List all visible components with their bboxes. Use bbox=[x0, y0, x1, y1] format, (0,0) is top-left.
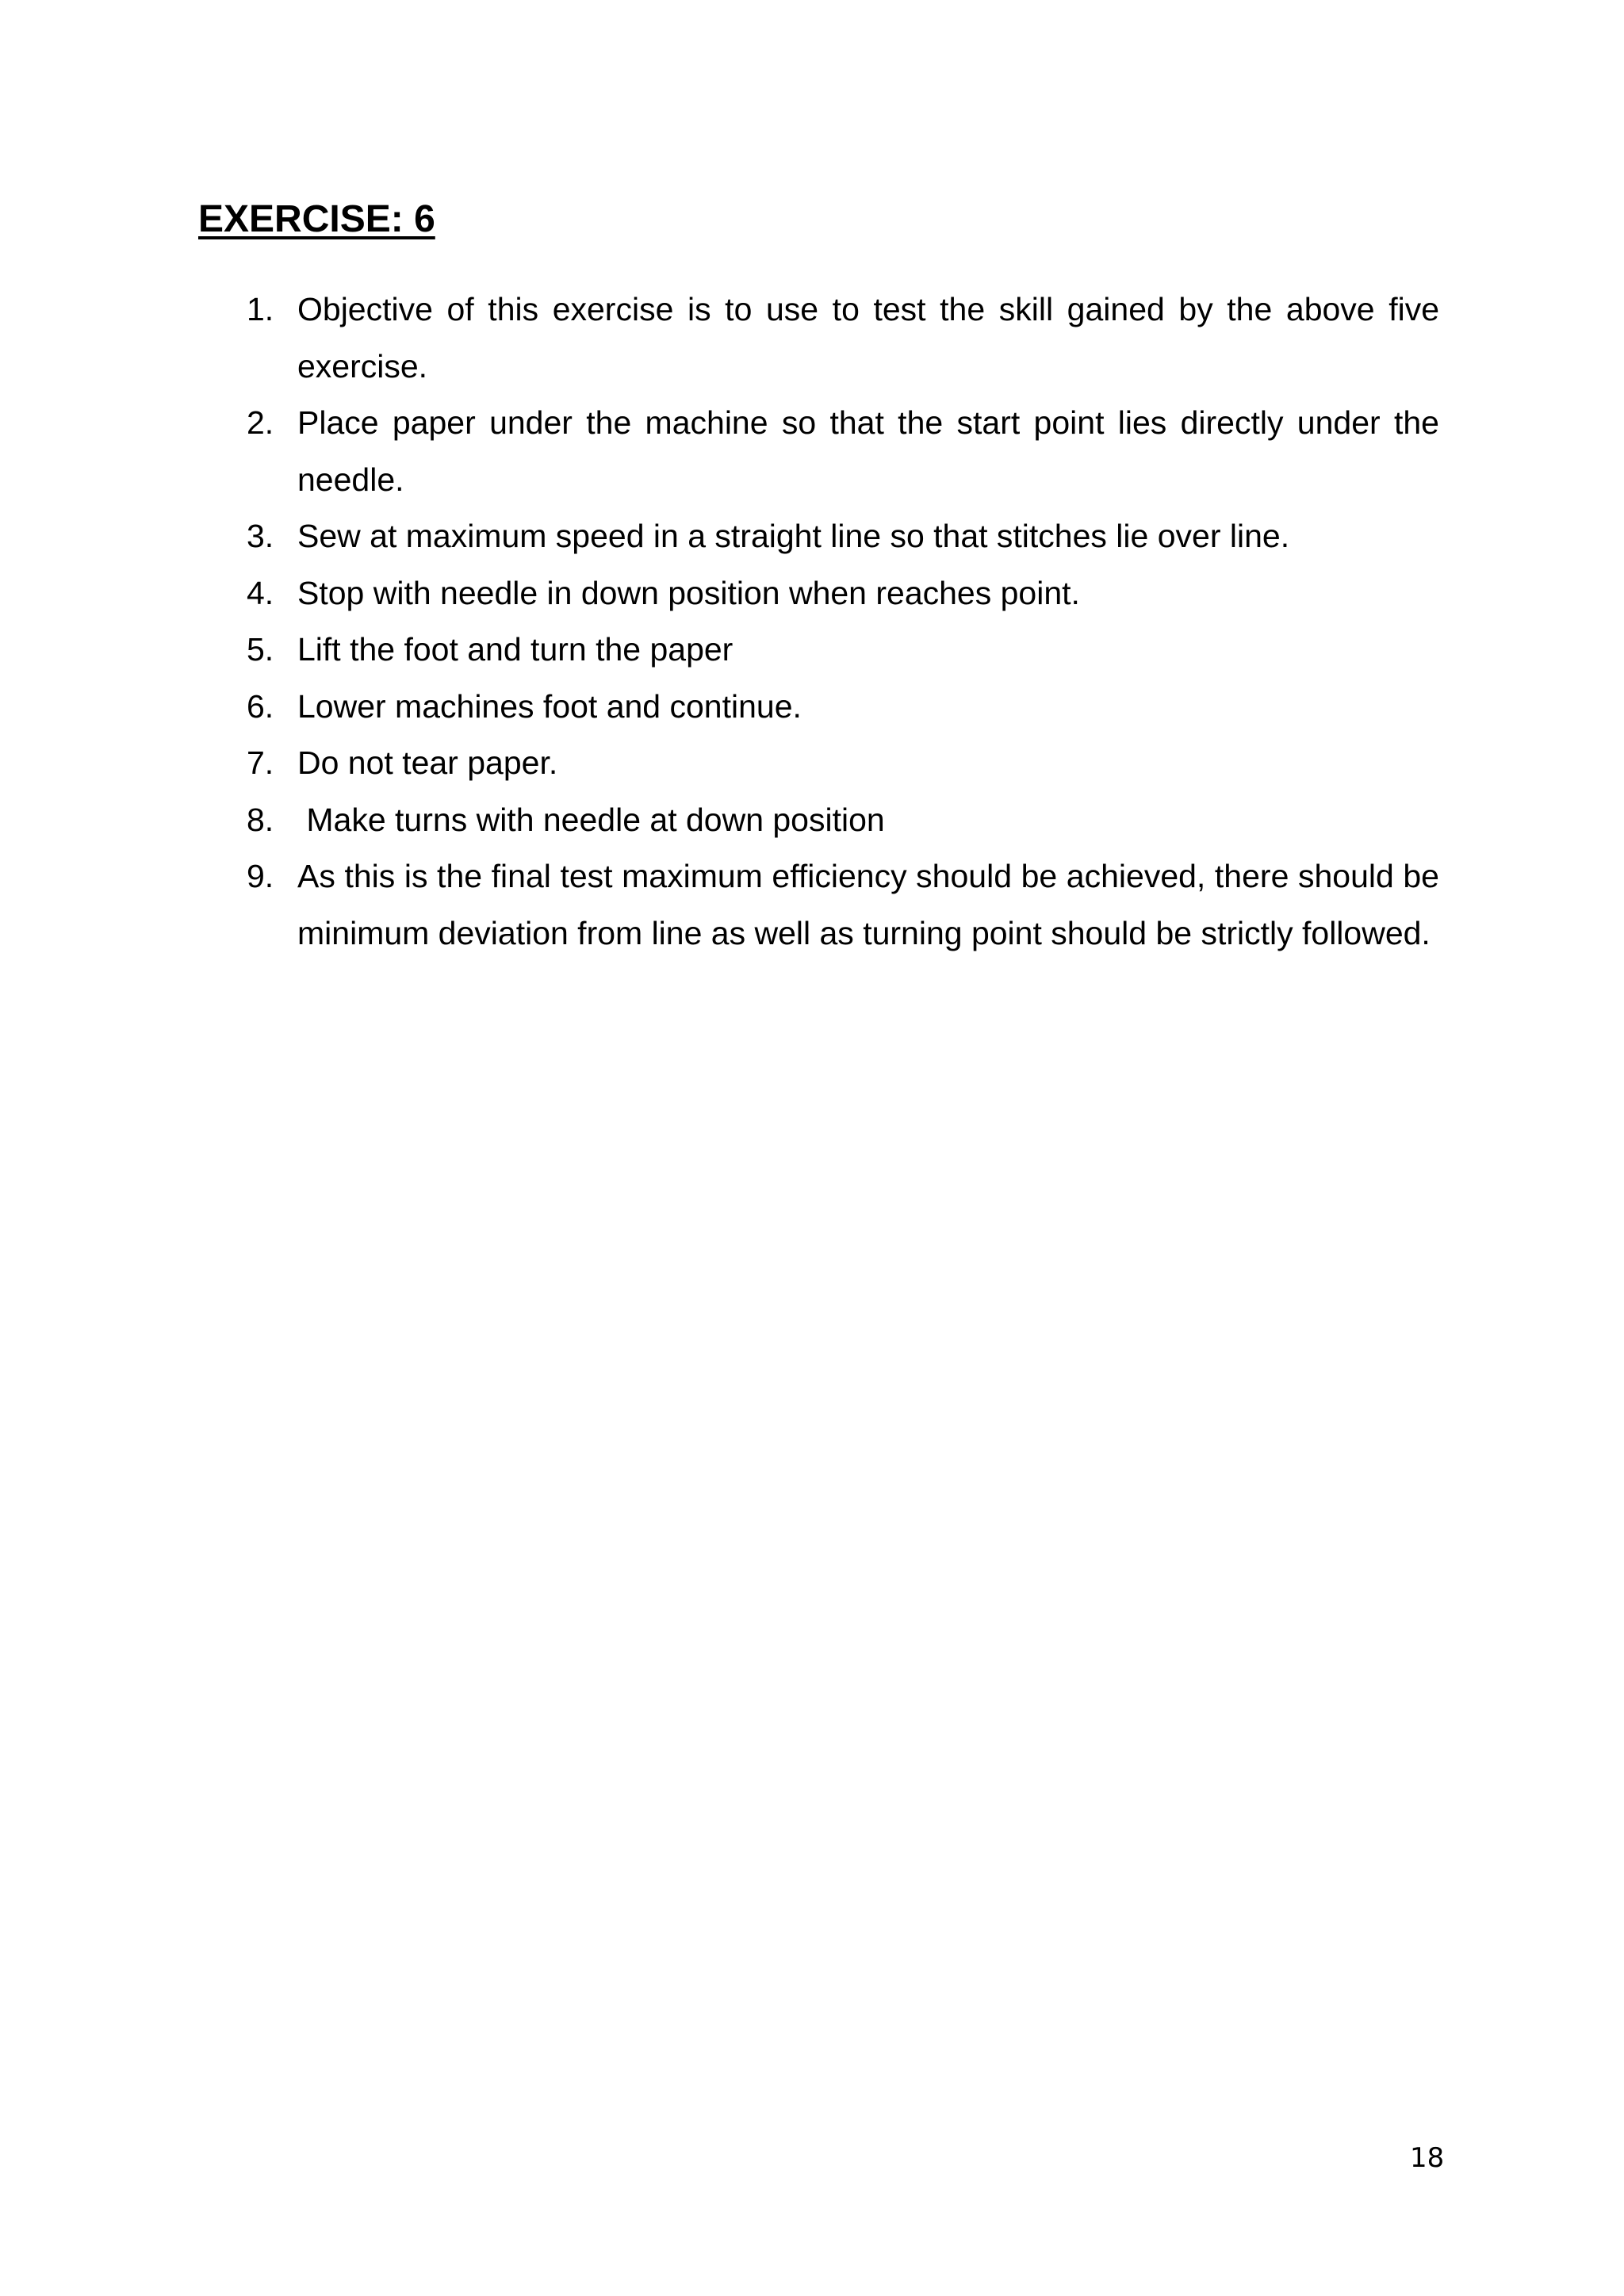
list-item-number: 7. bbox=[247, 744, 274, 781]
list-item bbox=[198, 792, 1439, 849]
list-item-text: Place paper under the machine so that the start point lies directly under the needle. bbox=[297, 404, 1439, 498]
instruction-list bbox=[198, 281, 1439, 962]
list-item-text: Make turns with needle at down position bbox=[297, 801, 885, 838]
list-item-number: 5. bbox=[247, 631, 274, 668]
list-item bbox=[198, 622, 1439, 679]
list-item-number: 9. bbox=[247, 858, 274, 894]
list-item bbox=[198, 848, 1439, 962]
list-item-text: Lift the foot and turn the paper bbox=[297, 631, 733, 668]
list-item bbox=[198, 565, 1439, 622]
list-item-text: Do not tear paper. bbox=[297, 744, 558, 781]
list-item-number: 8. bbox=[247, 801, 274, 838]
page-title: EXERCISE: 6 bbox=[198, 198, 435, 240]
list-item-text: Stop with needle in down position when reaches point. bbox=[297, 574, 1080, 611]
list-item bbox=[198, 735, 1439, 792]
list-item-text: As this is the final test maximum efficiency should be achieved, there should be minimum deviation from line as well as turning point should be strictly followed. bbox=[297, 858, 1439, 951]
list-item bbox=[198, 679, 1439, 736]
list-item-number: 3. bbox=[247, 518, 274, 554]
list-item bbox=[198, 395, 1439, 508]
page-number: 18 bbox=[1410, 2142, 1445, 2174]
list-item-text: Sew at maximum speed in a straight line so that stitches lie over line. bbox=[297, 518, 1290, 554]
list-item bbox=[198, 508, 1439, 565]
list-item-text: Objective of this exercise is to use to test the skill gained by the above five exercise. bbox=[297, 291, 1439, 385]
list-item-number: 4. bbox=[247, 574, 274, 611]
list-item-number: 6. bbox=[247, 687, 274, 725]
list-item bbox=[198, 281, 1439, 395]
list-item-text: Lower machines foot and continue. bbox=[297, 687, 802, 725]
list-item-number: 1. bbox=[247, 291, 274, 327]
list-item-number: 2. bbox=[247, 404, 274, 441]
